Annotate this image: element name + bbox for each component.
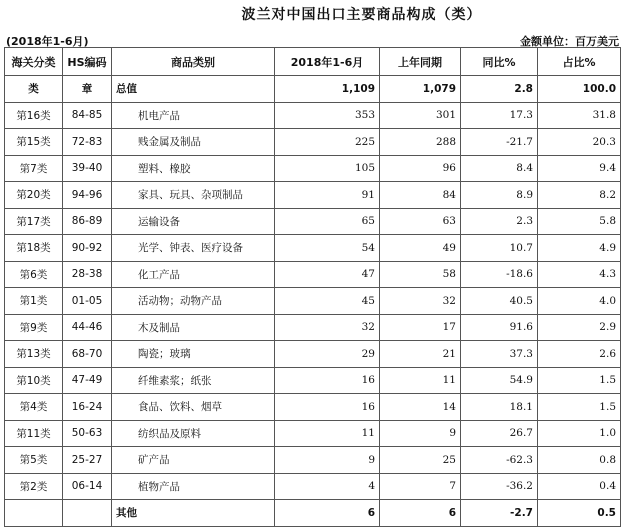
row-category: 活动物；动物产品 [112,288,275,315]
row-category: 家具、玩具、杂项制品 [112,182,275,209]
row-current: 45 [275,288,380,315]
table-row [5,129,621,156]
row-current: 11 [275,420,380,447]
row-hs-code: 86-89 [63,208,112,235]
table-row [5,155,621,182]
row-previous: 84 [380,182,461,209]
row-class: 第9类 [5,314,63,341]
row-share: 0.4 [538,473,621,500]
row-class: 第5类 [5,447,63,474]
row-class: 第7类 [5,155,63,182]
row-hs-code: 72-83 [63,129,112,156]
total-hs: 章 [63,76,112,103]
row-category: 纺织品及原料 [112,420,275,447]
row-current: 29 [275,341,380,368]
table-row [5,314,621,341]
row-previous: 17 [380,314,461,341]
row-hs-code: 28-38 [63,261,112,288]
row-share: 2.6 [538,341,621,368]
other-category: 其他 [112,500,275,527]
row-hs-code: 01-05 [63,288,112,315]
row-current: 225 [275,129,380,156]
row-class: 第17类 [5,208,63,235]
row-hs-code: 68-70 [63,341,112,368]
row-yoy: -36.2 [461,473,538,500]
row-hs-code: 84-85 [63,102,112,129]
row-share: 4.0 [538,288,621,315]
row-class: 第4类 [5,394,63,421]
table-row [5,102,621,129]
other-hs-code [63,500,112,527]
row-current: 32 [275,314,380,341]
other-row [5,500,621,527]
row-category: 矿产品 [112,447,275,474]
row-share: 4.3 [538,261,621,288]
row-category: 运输设备 [112,208,275,235]
row-current: 105 [275,155,380,182]
row-category: 纤维素浆；纸张 [112,367,275,394]
row-class: 第10类 [5,367,63,394]
row-share: 1.5 [538,394,621,421]
row-yoy: 8.4 [461,155,538,182]
row-yoy: 10.7 [461,235,538,262]
row-category: 光学、钟表、医疗设备 [112,235,275,262]
unit-label: 金额单位：百万美元 [520,35,619,48]
row-share: 0.8 [538,447,621,474]
row-category: 陶瓷；玻璃 [112,341,275,368]
row-category: 化工产品 [112,261,275,288]
table-row [5,235,621,262]
row-hs-code: 16-24 [63,394,112,421]
header-customs-class: 海关分类 [5,48,63,76]
row-class: 第6类 [5,261,63,288]
row-class: 第2类 [5,473,63,500]
row-yoy: 17.3 [461,102,538,129]
row-yoy: -62.3 [461,447,538,474]
row-current: 16 [275,367,380,394]
row-previous: 32 [380,288,461,315]
table-row [5,367,621,394]
table-row [5,420,621,447]
header-hs-code: HS编码 [63,48,112,76]
other-current: 6 [275,500,380,527]
header-yoy: 同比% [461,48,538,76]
table-row [5,288,621,315]
row-share: 2.9 [538,314,621,341]
row-category: 食品、饮料、烟草 [112,394,275,421]
row-yoy: 40.5 [461,288,538,315]
row-previous: 288 [380,129,461,156]
row-yoy: 54.9 [461,367,538,394]
row-category: 贱金属及制品 [112,129,275,156]
export-table [4,47,621,527]
row-category: 木及制品 [112,314,275,341]
total-current: 1,109 [275,76,380,103]
row-previous: 9 [380,420,461,447]
row-class: 第11类 [5,420,63,447]
other-share: 0.5 [538,500,621,527]
row-previous: 301 [380,102,461,129]
row-share: 4.9 [538,235,621,262]
row-share: 31.8 [538,102,621,129]
row-yoy: 2.3 [461,208,538,235]
other-previous: 6 [380,500,461,527]
row-current: 91 [275,182,380,209]
other-class [5,500,63,527]
total-name: 总值 [112,76,275,103]
row-previous: 14 [380,394,461,421]
row-share: 20.3 [538,129,621,156]
header-share: 占比% [538,48,621,76]
row-yoy: 26.7 [461,420,538,447]
row-class: 第1类 [5,288,63,315]
row-class: 第15类 [5,129,63,156]
total-row [5,76,621,103]
total-previous: 1,079 [380,76,461,103]
row-yoy: 91.6 [461,314,538,341]
table-row [5,208,621,235]
row-current: 54 [275,235,380,262]
header-previous: 上年同期 [380,48,461,76]
row-hs-code: 44-46 [63,314,112,341]
row-hs-code: 90-92 [63,235,112,262]
row-share: 1.5 [538,367,621,394]
row-share: 5.8 [538,208,621,235]
row-previous: 21 [380,341,461,368]
total-class: 类 [5,76,63,103]
other-yoy: -2.7 [461,500,538,527]
row-class: 第16类 [5,102,63,129]
row-current: 4 [275,473,380,500]
row-previous: 63 [380,208,461,235]
row-category: 植物产品 [112,473,275,500]
row-hs-code: 06-14 [63,473,112,500]
row-share: 9.4 [538,155,621,182]
row-class: 第18类 [5,235,63,262]
row-hs-code: 47-49 [63,367,112,394]
row-class: 第13类 [5,341,63,368]
header-category: 商品类别 [112,48,275,76]
table-row [5,182,621,209]
row-previous: 58 [380,261,461,288]
row-yoy: 8.9 [461,182,538,209]
row-previous: 7 [380,473,461,500]
page-title-text: 波兰对中国出口主要商品构成（类） [241,7,482,23]
row-category: 塑料、橡胶 [112,155,275,182]
row-hs-code: 39-40 [63,155,112,182]
page-title [0,4,627,24]
row-class: 第20类 [5,182,63,209]
table-row [5,261,621,288]
row-category: 机电产品 [112,102,275,129]
table-row [5,447,621,474]
total-share: 100.0 [538,76,621,103]
row-previous: 96 [380,155,461,182]
row-previous: 49 [380,235,461,262]
row-hs-code: 50-63 [63,420,112,447]
row-current: 9 [275,447,380,474]
total-yoy: 2.8 [461,76,538,103]
row-hs-code: 94-96 [63,182,112,209]
table-header-row [5,48,621,76]
row-previous: 25 [380,447,461,474]
row-share: 8.2 [538,182,621,209]
row-current: 16 [275,394,380,421]
row-share: 1.0 [538,420,621,447]
row-yoy: -21.7 [461,129,538,156]
row-current: 65 [275,208,380,235]
row-yoy: 18.1 [461,394,538,421]
period-label: (2018年1-6月) [6,35,89,48]
row-yoy: -18.6 [461,261,538,288]
row-hs-code: 25-27 [63,447,112,474]
row-current: 353 [275,102,380,129]
row-previous: 11 [380,367,461,394]
table-row [5,341,621,368]
table-row [5,394,621,421]
table-row [5,473,621,500]
row-current: 47 [275,261,380,288]
row-yoy: 37.3 [461,341,538,368]
header-current: 2018年1-6月 [275,48,380,76]
